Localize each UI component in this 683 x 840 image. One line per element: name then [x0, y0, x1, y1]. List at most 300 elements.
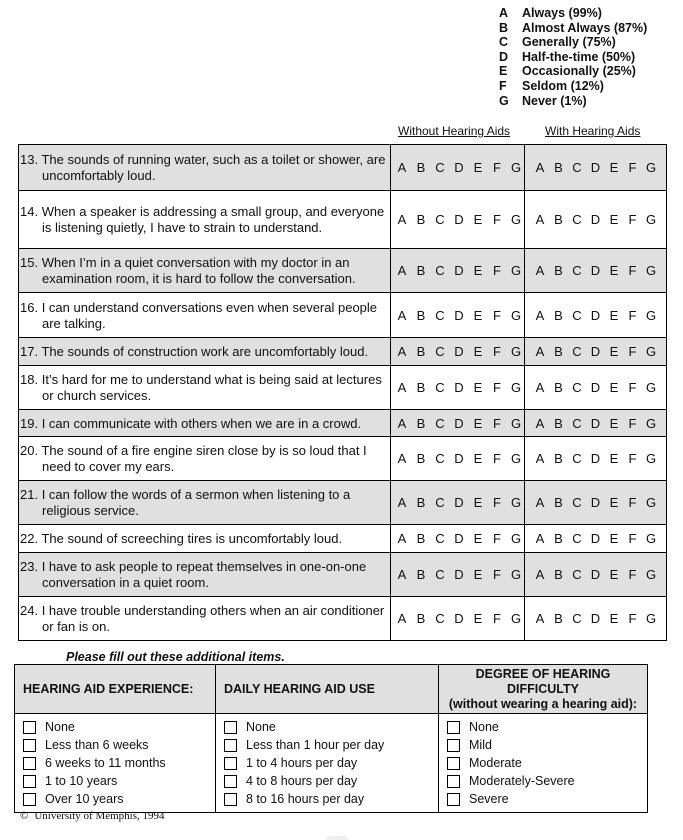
option-without-c[interactable]: C — [435, 495, 445, 510]
question-number: 24. — [20, 603, 39, 618]
option-without-e[interactable]: E — [473, 380, 483, 395]
checkbox-option[interactable] — [23, 772, 215, 790]
with-hearing-aids-options — [525, 249, 666, 292]
option-without-e[interactable]: E — [473, 160, 483, 175]
question-text-cell — [19, 597, 391, 640]
degree-of-hearing-difficulty-options — [439, 714, 647, 812]
option-with-c[interactable]: C — [572, 307, 582, 323]
option-without-f[interactable]: F — [493, 344, 501, 359]
option-without-a[interactable]: A — [397, 212, 407, 227]
with-hearing-aids-options — [525, 481, 666, 524]
questions-table — [18, 144, 667, 641]
question-number: 17. — [20, 344, 39, 359]
question-row — [19, 145, 666, 190]
option-without-g[interactable]: G — [510, 451, 522, 466]
checkbox-icon[interactable] — [447, 739, 460, 752]
option-with-e[interactable]: E — [609, 160, 619, 175]
without-hearing-aids-options — [391, 191, 525, 248]
option-without-f[interactable]: F — [493, 160, 501, 175]
option-without-g[interactable]: G — [510, 567, 522, 582]
legend-label: Occasionally (25%) — [522, 64, 636, 79]
option-without-g[interactable]: G — [510, 160, 522, 175]
checkbox-label: None — [45, 720, 75, 734]
checkbox-label: 4 to 8 hours per day — [246, 774, 358, 788]
checkbox-icon[interactable] — [23, 757, 36, 770]
option-with-d[interactable]: D — [590, 415, 601, 431]
option-with-b[interactable]: B — [554, 495, 563, 510]
option-without-a[interactable]: A — [397, 451, 407, 466]
option-without-b[interactable]: B — [416, 263, 426, 278]
checkbox-option[interactable] — [224, 754, 438, 772]
question-text: I can understand conversations even when several people are talking. — [41, 299, 378, 331]
option-without-a[interactable]: A — [397, 263, 407, 278]
option-with-f[interactable]: F — [628, 160, 637, 175]
option-without-f[interactable]: F — [493, 263, 501, 278]
without-hearing-aids-options — [391, 410, 525, 436]
checkbox-icon[interactable] — [23, 739, 36, 752]
checkbox-label: Mild — [469, 738, 492, 752]
legend-letter: B — [499, 20, 509, 35]
option-with-a[interactable]: A — [535, 495, 545, 510]
option-without-c[interactable]: C — [435, 307, 445, 323]
copyright-icon: © — [20, 810, 29, 822]
option-with-a[interactable]: A — [535, 415, 545, 431]
option-without-e[interactable]: E — [473, 611, 483, 626]
question-row — [19, 337, 666, 365]
option-without-e[interactable]: E — [473, 495, 483, 510]
option-with-f[interactable]: F — [628, 344, 637, 359]
question-row — [19, 365, 666, 409]
option-with-f[interactable]: F — [628, 263, 637, 278]
checkbox-label: None — [246, 720, 276, 734]
legend-letter: F — [499, 78, 507, 93]
legend-item — [499, 35, 647, 50]
option-without-g[interactable]: G — [510, 380, 522, 395]
option-with-g[interactable]: G — [645, 451, 657, 466]
question-row — [19, 436, 666, 480]
question-row — [19, 596, 666, 640]
checkbox-option[interactable] — [23, 790, 215, 808]
legend-label: Seldom (12%) — [522, 78, 604, 93]
question-text-cell — [19, 553, 391, 596]
checkbox-icon[interactable] — [23, 793, 36, 806]
checkbox-option[interactable] — [447, 718, 647, 736]
checkbox-option[interactable] — [224, 718, 438, 736]
option-with-g[interactable]: G — [645, 611, 657, 626]
with-hearing-aids-header: With Hearing Aids — [545, 124, 641, 138]
option-without-a[interactable]: A — [397, 567, 407, 582]
option-without-f[interactable]: F — [493, 415, 501, 431]
checkbox-icon[interactable] — [447, 721, 460, 734]
option-with-e[interactable]: E — [609, 212, 619, 227]
option-with-d[interactable]: D — [590, 212, 601, 227]
option-with-a[interactable]: A — [535, 307, 545, 323]
without-hearing-aids-options — [391, 437, 525, 480]
option-without-d[interactable]: D — [454, 495, 464, 510]
daily-hearing-aid-use-header: DAILY HEARING AID USE — [216, 665, 439, 713]
question-row — [19, 292, 666, 337]
option-with-b[interactable]: B — [554, 611, 563, 626]
option-with-g[interactable]: G — [645, 531, 657, 546]
option-with-g[interactable]: G — [645, 380, 657, 395]
option-with-f[interactable]: F — [628, 495, 637, 510]
legend-item — [499, 21, 647, 36]
option-with-d[interactable]: D — [590, 451, 601, 466]
question-text-cell — [19, 437, 391, 480]
legend-letter: E — [499, 64, 508, 79]
response-legend — [499, 6, 647, 108]
option-without-b[interactable]: B — [416, 212, 426, 227]
option-without-g[interactable]: G — [510, 531, 522, 546]
legend-label: Generally (75%) — [522, 35, 616, 50]
with-hearing-aids-options — [525, 338, 666, 365]
checkbox-option[interactable] — [23, 754, 215, 772]
checkbox-option[interactable] — [447, 790, 647, 808]
option-with-d[interactable]: D — [590, 344, 601, 359]
option-without-g[interactable]: G — [510, 611, 522, 626]
option-without-a[interactable]: A — [397, 415, 407, 431]
option-with-a[interactable]: A — [535, 567, 545, 582]
option-with-c[interactable]: C — [572, 212, 582, 227]
option-without-c[interactable]: C — [435, 212, 445, 227]
option-without-a[interactable]: A — [397, 307, 407, 323]
option-with-e[interactable]: E — [609, 344, 619, 359]
option-with-g[interactable]: G — [645, 344, 657, 359]
checkbox-icon[interactable] — [224, 757, 237, 770]
with-hearing-aids-options — [525, 410, 666, 436]
option-with-d[interactable]: D — [590, 567, 601, 582]
option-with-g[interactable]: G — [645, 307, 657, 323]
checkbox-icon[interactable] — [447, 793, 460, 806]
option-with-b[interactable]: B — [554, 344, 563, 359]
option-with-d[interactable]: D — [590, 160, 601, 175]
option-with-d[interactable]: D — [590, 611, 601, 626]
option-without-e[interactable]: E — [473, 415, 483, 431]
option-with-b[interactable]: B — [554, 415, 563, 431]
option-with-e[interactable]: E — [609, 451, 619, 466]
option-without-d[interactable]: D — [454, 307, 464, 323]
option-without-b[interactable]: B — [416, 611, 426, 626]
with-hearing-aids-options — [525, 553, 666, 596]
question-number: 16. — [20, 299, 39, 315]
without-hearing-aids-options — [391, 597, 525, 640]
option-with-c[interactable]: C — [572, 531, 582, 546]
option-with-b[interactable]: B — [554, 531, 563, 546]
question-text-cell — [19, 293, 391, 337]
checkbox-option[interactable] — [224, 736, 438, 754]
legend-letter: D — [499, 49, 509, 64]
checkbox-label: Less than 6 weeks — [45, 738, 149, 752]
checkbox-icon[interactable] — [447, 775, 460, 788]
degree-of-hearing-difficulty-header — [439, 665, 647, 713]
option-with-c[interactable]: C — [572, 415, 582, 431]
question-number: 18. — [20, 372, 39, 387]
question-text-cell — [19, 481, 391, 524]
option-without-d[interactable]: D — [454, 212, 464, 227]
option-without-c[interactable]: C — [435, 380, 445, 395]
legend-item — [499, 94, 647, 109]
option-with-f[interactable]: F — [628, 567, 637, 582]
option-with-b[interactable]: B — [554, 263, 563, 278]
with-hearing-aids-options — [525, 293, 666, 337]
question-number: 15. — [20, 255, 39, 270]
option-without-b[interactable]: B — [416, 451, 426, 466]
option-without-d[interactable]: D — [454, 263, 464, 278]
option-with-c[interactable]: C — [572, 495, 582, 510]
option-without-c[interactable]: C — [435, 160, 445, 175]
option-without-c[interactable]: C — [435, 263, 445, 278]
option-without-c[interactable]: C — [435, 415, 445, 431]
option-with-c[interactable]: C — [572, 451, 582, 466]
option-without-b[interactable]: B — [416, 415, 426, 431]
option-without-e[interactable]: E — [473, 344, 483, 359]
option-without-c[interactable]: C — [435, 344, 445, 359]
option-with-c[interactable]: C — [572, 611, 582, 626]
degree-header-line1: DEGREE OF HEARING — [475, 666, 611, 681]
question-number: 23. — [20, 559, 39, 574]
option-without-c[interactable]: C — [435, 611, 445, 626]
option-without-f[interactable]: F — [493, 495, 501, 510]
additional-items-table — [14, 664, 648, 813]
option-without-f[interactable]: F — [493, 212, 501, 227]
checkbox-icon[interactable] — [224, 721, 237, 734]
question-text: I have trouble understanding others when an air conditioner or fan is on. — [41, 603, 385, 634]
option-without-e[interactable]: E — [473, 567, 483, 582]
legend-item — [499, 64, 647, 79]
option-with-c[interactable]: C — [572, 567, 582, 582]
option-with-e[interactable]: E — [609, 567, 619, 582]
option-without-c[interactable]: C — [435, 531, 445, 546]
option-with-e[interactable]: E — [609, 611, 619, 626]
checkbox-icon[interactable] — [23, 721, 36, 734]
checkbox-icon[interactable] — [224, 739, 237, 752]
without-hearing-aids-options — [391, 366, 525, 409]
question-number: 22. — [20, 531, 39, 546]
option-with-b[interactable]: B — [554, 160, 563, 175]
option-without-d[interactable]: D — [454, 531, 464, 546]
without-hearing-aids-header: Without Hearing Aids — [398, 124, 511, 138]
option-without-e[interactable]: E — [473, 263, 483, 278]
question-text-cell — [19, 410, 391, 436]
option-with-a[interactable]: A — [535, 263, 545, 278]
option-without-e[interactable]: E — [473, 307, 483, 323]
option-with-f[interactable]: F — [628, 380, 637, 395]
checkbox-icon[interactable] — [447, 757, 460, 770]
question-row — [19, 552, 666, 596]
legend-label: Never (1%) — [522, 93, 587, 108]
option-without-f[interactable]: F — [493, 380, 501, 395]
option-without-d[interactable]: D — [454, 567, 464, 582]
option-without-f[interactable]: F — [493, 567, 501, 582]
copyright-notice — [20, 810, 165, 822]
checkbox-option[interactable] — [23, 718, 215, 736]
option-without-f[interactable]: F — [493, 611, 501, 626]
option-with-g[interactable]: G — [645, 495, 657, 510]
option-without-f[interactable]: F — [493, 307, 501, 323]
option-without-a[interactable]: A — [397, 531, 407, 546]
option-without-a[interactable]: A — [397, 611, 407, 626]
additional-items-body-row — [15, 714, 647, 813]
checkbox-label: 1 to 4 hours per day — [246, 756, 358, 770]
option-with-e[interactable]: E — [609, 263, 619, 278]
option-without-a[interactable]: A — [397, 495, 407, 510]
question-text-cell — [19, 525, 391, 552]
question-text: The sound of screeching tires is uncomfortably loud. — [41, 531, 343, 546]
legend-label: Half-the-time (50%) — [522, 49, 636, 64]
option-with-d[interactable]: D — [590, 380, 601, 395]
checkbox-label: Moderate — [469, 756, 522, 770]
question-number: 19. — [20, 415, 39, 431]
option-without-d[interactable]: D — [454, 451, 464, 466]
option-with-e[interactable]: E — [609, 415, 619, 431]
option-without-b[interactable]: B — [416, 307, 426, 323]
question-text: The sound of a fire engine siren close by is so loud that I need to cover my ears. — [41, 443, 367, 474]
option-with-e[interactable]: E — [609, 380, 619, 395]
question-text-cell — [19, 145, 391, 190]
checkbox-option[interactable] — [447, 754, 647, 772]
option-without-g[interactable]: G — [510, 415, 522, 431]
option-with-b[interactable]: B — [554, 212, 563, 227]
without-hearing-aids-options — [391, 293, 525, 337]
option-with-f[interactable]: F — [628, 451, 637, 466]
question-text: I can communicate with others when we are in a crowd. — [41, 415, 362, 431]
option-with-d[interactable]: D — [590, 495, 601, 510]
question-text-cell — [19, 191, 391, 248]
checkbox-option[interactable] — [447, 772, 647, 790]
option-with-f[interactable]: F — [628, 212, 637, 227]
option-without-b[interactable]: B — [416, 160, 426, 175]
checkbox-option[interactable] — [23, 736, 215, 754]
legend-item — [499, 79, 647, 94]
option-without-g[interactable]: G — [510, 263, 522, 278]
option-with-a[interactable]: A — [535, 531, 545, 546]
checkbox-option[interactable] — [224, 790, 438, 808]
option-with-d[interactable]: D — [590, 531, 601, 546]
checkbox-label: Over 10 years — [45, 792, 124, 806]
option-without-g[interactable]: G — [510, 495, 522, 510]
checkbox-option[interactable] — [224, 772, 438, 790]
with-hearing-aids-options — [525, 145, 666, 190]
option-without-g[interactable]: G — [510, 344, 522, 359]
option-with-b[interactable]: B — [554, 451, 563, 466]
option-without-a[interactable]: A — [397, 344, 407, 359]
option-without-c[interactable]: C — [435, 451, 445, 466]
option-without-a[interactable]: A — [397, 160, 407, 175]
option-without-c[interactable]: C — [435, 567, 445, 582]
option-without-d[interactable]: D — [454, 611, 464, 626]
option-with-f[interactable]: F — [628, 531, 637, 546]
option-without-a[interactable]: A — [397, 380, 407, 395]
option-without-f[interactable]: F — [493, 451, 501, 466]
without-hearing-aids-options — [391, 553, 525, 596]
option-with-g[interactable]: G — [645, 415, 657, 431]
option-without-f[interactable]: F — [493, 531, 501, 546]
option-with-c[interactable]: C — [572, 160, 582, 175]
option-without-b[interactable]: B — [416, 531, 426, 546]
option-with-g[interactable]: G — [645, 212, 657, 227]
option-with-b[interactable]: B — [554, 380, 563, 395]
question-text: The sounds of construction work are uncomfortably loud. — [41, 344, 369, 359]
question-row — [19, 480, 666, 524]
option-with-f[interactable]: F — [628, 611, 637, 626]
option-without-b[interactable]: B — [416, 344, 426, 359]
legend-letter: G — [499, 93, 509, 108]
option-with-a[interactable]: A — [535, 611, 545, 626]
checkbox-label: Moderately-Severe — [469, 774, 575, 788]
option-without-b[interactable]: B — [416, 495, 426, 510]
option-with-e[interactable]: E — [609, 307, 619, 323]
option-with-b[interactable]: B — [554, 567, 563, 582]
daily-hearing-aid-use-options — [216, 714, 439, 812]
degree-header-line3: (without wearing a hearing aid): — [448, 696, 638, 711]
option-with-f[interactable]: F — [628, 415, 637, 431]
checkbox-option[interactable] — [447, 736, 647, 754]
option-with-a[interactable]: A — [535, 160, 545, 175]
question-text-cell — [19, 249, 391, 292]
checkbox-label: Less than 1 hour per day — [246, 738, 385, 752]
question-row — [19, 524, 666, 552]
option-without-b[interactable]: B — [416, 380, 426, 395]
option-without-d[interactable]: D — [454, 415, 464, 431]
option-with-g[interactable]: G — [645, 160, 657, 175]
additional-items-header-row — [15, 665, 647, 714]
option-with-c[interactable]: C — [572, 380, 582, 395]
option-without-b[interactable]: B — [416, 567, 426, 582]
checkbox-label: 6 weeks to 11 months — [45, 756, 166, 770]
option-with-a[interactable]: A — [535, 344, 545, 359]
without-hearing-aids-options — [391, 145, 525, 190]
option-without-d[interactable]: D — [454, 160, 464, 175]
option-without-e[interactable]: E — [473, 531, 483, 546]
without-hearing-aids-options — [391, 338, 525, 365]
with-hearing-aids-options — [525, 437, 666, 480]
copyright-text: University of Memphis, 1994 — [34, 810, 165, 822]
legend-letter: C — [499, 35, 509, 50]
question-text: I have to ask people to repeat themselves in one-on-one conversation in a quiet room. — [41, 559, 367, 590]
checkbox-icon[interactable] — [224, 793, 237, 806]
question-text-cell — [19, 338, 391, 365]
option-without-d[interactable]: D — [454, 380, 464, 395]
option-with-f[interactable]: F — [628, 307, 637, 323]
checkbox-icon[interactable] — [224, 775, 237, 788]
without-hearing-aids-options — [391, 249, 525, 292]
option-without-d[interactable]: D — [454, 344, 464, 359]
option-without-e[interactable]: E — [473, 212, 483, 227]
option-with-b[interactable]: B — [554, 307, 563, 323]
option-with-e[interactable]: E — [609, 531, 619, 546]
option-without-e[interactable]: E — [473, 451, 483, 466]
option-with-e[interactable]: E — [609, 495, 619, 510]
checkbox-label: 8 to 16 hours per day — [246, 792, 365, 806]
option-with-a[interactable]: A — [535, 212, 545, 227]
checkbox-icon[interactable] — [23, 775, 36, 788]
option-with-g[interactable]: G — [645, 263, 657, 278]
question-text-cell — [19, 366, 391, 409]
option-with-a[interactable]: A — [535, 380, 545, 395]
option-with-c[interactable]: C — [572, 263, 582, 278]
option-with-d[interactable]: D — [590, 263, 601, 278]
option-without-g[interactable]: G — [510, 212, 522, 227]
checkbox-label: 1 to 10 years — [45, 774, 118, 788]
option-without-g[interactable]: G — [510, 307, 522, 323]
option-with-g[interactable]: G — [645, 567, 657, 582]
with-hearing-aids-options — [525, 525, 666, 552]
question-row — [19, 190, 666, 248]
option-with-c[interactable]: C — [572, 344, 582, 359]
option-with-a[interactable]: A — [535, 451, 545, 466]
option-with-d[interactable]: D — [590, 307, 601, 323]
legend-item — [499, 6, 647, 21]
